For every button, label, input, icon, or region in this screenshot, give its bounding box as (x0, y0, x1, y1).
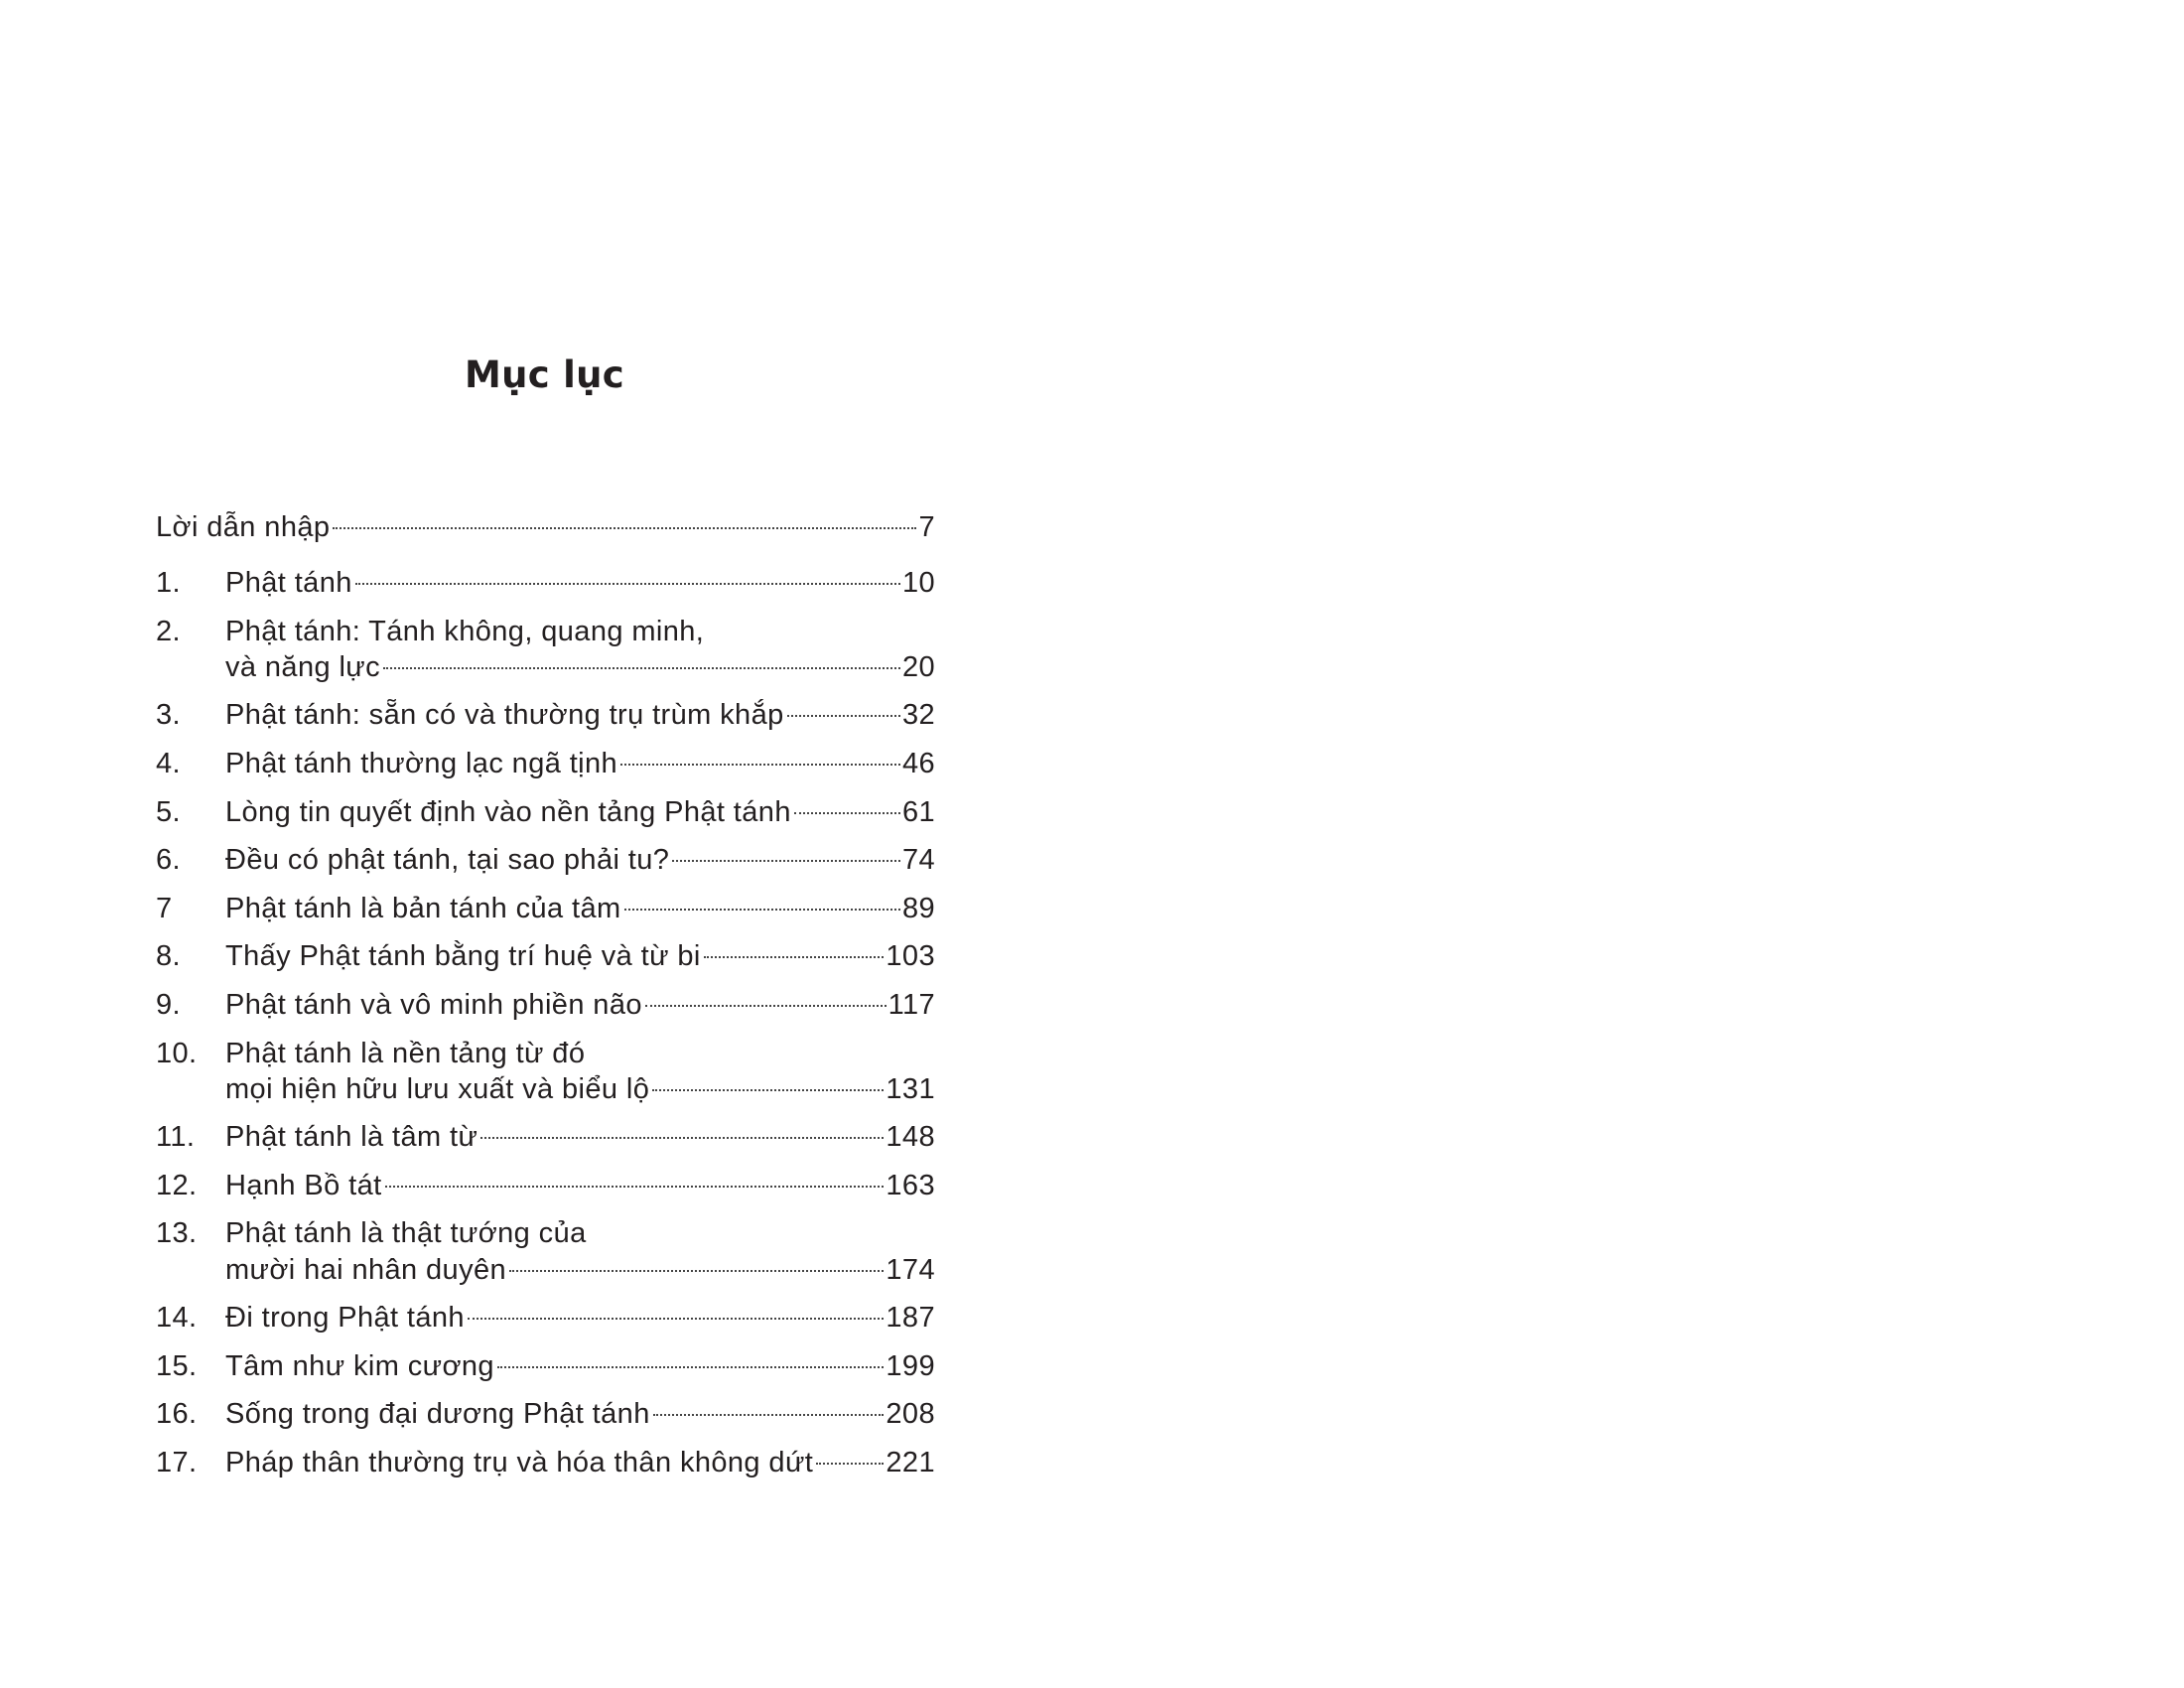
toc-entry-title: Pháp thân thường trụ và hóa thân không dứt (225, 1447, 814, 1479)
toc-entry[interactable] (156, 891, 935, 926)
dot-leader (497, 1366, 884, 1368)
toc-entry-line (225, 1445, 935, 1480)
table-of-contents (156, 503, 935, 1493)
toc-entry-number: 2. (156, 615, 181, 647)
dot-leader (787, 715, 900, 717)
toc-entry-body (225, 1348, 935, 1384)
toc-page-number: 46 (901, 747, 935, 779)
toc-entry-line (225, 938, 935, 974)
toc-entry-line (225, 842, 935, 878)
dot-leader (794, 812, 900, 814)
toc-entry-title: Đều có phật tánh, tại sao phải tu? (225, 844, 670, 877)
toc-entry[interactable] (156, 938, 935, 974)
toc-entry-title: Phật tánh thường lạc ngã tịnh (225, 747, 618, 779)
toc-entry-line (225, 649, 935, 685)
toc-page-number: 20 (901, 650, 935, 683)
toc-entry-number: 9. (156, 988, 181, 1021)
toc-entry-body (225, 1215, 935, 1287)
toc-entry-body (225, 794, 935, 830)
toc-page-number: 163 (886, 1169, 935, 1201)
toc-entry-line (225, 1396, 935, 1432)
toc-entry[interactable] (156, 1168, 935, 1203)
toc-entry[interactable] (156, 1215, 935, 1287)
toc-entry-number: 4. (156, 747, 181, 779)
dot-leader (653, 1414, 885, 1416)
toc-entry-number: 16. (156, 1398, 198, 1431)
toc-entry-title-line1: Phật tánh là nền tảng từ đó (225, 1037, 586, 1069)
toc-entry-title-line1: Phật tánh: Tánh không, quang minh, (225, 615, 705, 647)
toc-entry-line (225, 794, 935, 830)
dot-leader (704, 956, 885, 958)
toc-entry-number: 6. (156, 844, 181, 877)
toc-entry[interactable] (156, 1445, 935, 1480)
toc-entry-body (225, 565, 935, 601)
toc-entry[interactable] (156, 1036, 935, 1107)
toc-entry[interactable] (156, 1300, 935, 1336)
toc-entry-title: Tâm như kim cương (225, 1349, 494, 1382)
toc-entry-number: 3. (156, 699, 181, 732)
toc-entry[interactable] (156, 1348, 935, 1384)
toc-entry-body (225, 1396, 935, 1432)
toc-entry-title: Phật tánh và vô minh phiền não (225, 988, 642, 1021)
toc-entry-title: Đi trong Phật tánh (225, 1302, 465, 1335)
dot-leader (383, 667, 900, 669)
toc-entry-number: 8. (156, 940, 181, 973)
page-title: Mục lục (464, 353, 625, 396)
toc-entry-number: 11. (156, 1121, 196, 1154)
toc-entry-title: Lòng tin quyết định vào nền tảng Phật tánh (225, 795, 791, 828)
toc-entry-body (225, 891, 935, 926)
toc-entry-number: 1. (156, 567, 181, 599)
dot-leader (645, 1005, 887, 1007)
toc-entry-line (225, 697, 935, 733)
toc-entry-body (225, 746, 935, 781)
toc-entry[interactable] (156, 794, 935, 830)
toc-entry-body (225, 1445, 935, 1480)
toc-entry-number: 7 (156, 892, 173, 924)
toc-entry-body (225, 987, 935, 1023)
dot-leader (355, 583, 900, 585)
dot-leader (620, 764, 900, 766)
toc-page-number: 148 (886, 1121, 935, 1154)
toc-entry-title: Phật tánh: sẵn có và thường trụ trùm khắp (225, 699, 784, 732)
toc-entry[interactable] (156, 697, 935, 733)
toc-page-number: 208 (886, 1398, 935, 1431)
toc-entry-body (225, 938, 935, 974)
toc-entry-body (225, 1036, 935, 1107)
toc-entry-line (225, 565, 935, 601)
dot-leader (468, 1318, 884, 1320)
dot-leader (385, 1186, 885, 1188)
toc-entry-number: 5. (156, 795, 181, 828)
toc-entry[interactable] (156, 1119, 935, 1155)
toc-page-number: 89 (901, 892, 935, 924)
toc-entry-line (225, 746, 935, 781)
toc-page-number: 174 (886, 1253, 935, 1286)
dot-leader (672, 860, 900, 862)
toc-entry-line (225, 1119, 935, 1155)
toc-intro-entry[interactable] (156, 503, 935, 551)
toc-entry-title: Sống trong đại dương Phật tánh (225, 1398, 650, 1431)
toc-list (156, 565, 935, 1480)
toc-entry-line (225, 891, 935, 926)
dot-leader (509, 1270, 884, 1272)
toc-entry-line (225, 1252, 935, 1288)
toc-entry-number: 17. (156, 1447, 198, 1479)
toc-entry-title: Lời dẫn nhập (156, 511, 331, 543)
toc-entry-body (225, 1300, 935, 1336)
toc-entry-body (225, 614, 935, 685)
toc-page-number: 61 (901, 795, 935, 828)
toc-entry-line (225, 1300, 935, 1336)
toc-entry-line (225, 987, 935, 1023)
toc-entry-number: 12. (156, 1169, 198, 1201)
toc-entry-line (225, 1071, 935, 1107)
dot-leader (816, 1463, 884, 1465)
dot-leader (333, 527, 916, 529)
toc-entry-number: 10. (156, 1037, 198, 1069)
toc-entry-title-line1: Phật tánh là thật tướng của (225, 1217, 587, 1250)
toc-entry-body (225, 1168, 935, 1203)
dot-leader (480, 1137, 884, 1139)
toc-entry-line (225, 1348, 935, 1384)
toc-entry-title: Phật tánh là bản tánh của tâm (225, 892, 621, 924)
toc-entry-body (225, 842, 935, 878)
toc-entry[interactable] (156, 746, 935, 781)
toc-entry-title: Thấy Phật tánh bằng trí huệ và từ bi (225, 940, 701, 973)
toc-page-number: 221 (886, 1447, 935, 1479)
toc-entry-number: 15. (156, 1349, 198, 1382)
toc-page-number: 187 (886, 1302, 935, 1335)
dot-leader (624, 909, 900, 911)
dot-leader (652, 1089, 884, 1091)
toc-page-number: 32 (901, 699, 935, 732)
toc-entry-title: Hạnh Bồ tát (225, 1169, 382, 1201)
toc-entry[interactable] (156, 614, 935, 685)
toc-entry-title: Phật tánh (225, 567, 352, 599)
toc-entry-line (225, 1168, 935, 1203)
toc-page-number: 10 (901, 567, 935, 599)
toc-entry[interactable] (156, 565, 935, 601)
toc-page-number: 74 (901, 844, 935, 877)
toc-entry-number: 13. (156, 1217, 198, 1250)
toc-page-number: 199 (886, 1349, 935, 1382)
toc-entry-title: mọi hiện hữu lưu xuất và biểu lộ (225, 1072, 650, 1105)
toc-page-number: 117 (887, 988, 935, 1021)
toc-entry-title: và năng lực (225, 650, 381, 683)
toc-entry-body (225, 1119, 935, 1155)
toc-entry[interactable] (156, 1396, 935, 1432)
toc-entry-title: mười hai nhân duyên (225, 1253, 507, 1286)
toc-entry-body (225, 697, 935, 733)
toc-entry[interactable] (156, 842, 935, 878)
toc-page-number: 7 (918, 511, 935, 543)
toc-entry[interactable] (156, 987, 935, 1023)
toc-entry-number: 14. (156, 1302, 198, 1335)
toc-page-number: 131 (886, 1072, 935, 1105)
toc-page-number: 103 (886, 940, 935, 973)
toc-entry-title: Phật tánh là tâm từ (225, 1121, 478, 1154)
